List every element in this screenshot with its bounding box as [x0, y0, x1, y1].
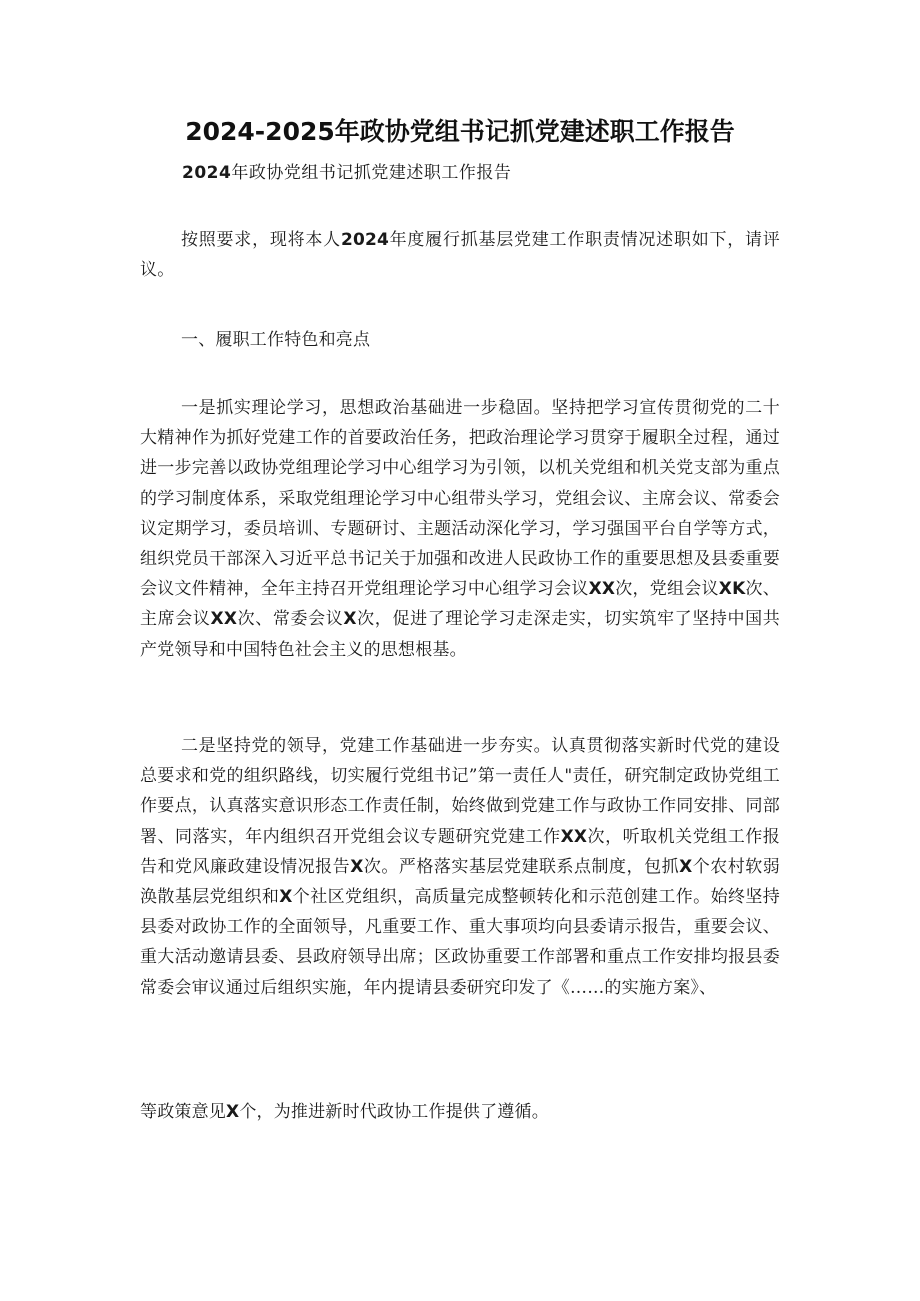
paragraph-point-one: 一是抓实理论学习，思想政治基础进一步稳固。坚持把学习宣传贯彻党的二十大精神作为抓好党建工作的首要政治任务，把政治理论学习贯穿于履职全过程，通过进一步完善以政协党组理论学习中心组学习为引领，以机关党组和机关党支部为重点的学习制度体系，采取党组理论学习中心组带头学习，党组会议、主席会议、常委会议定期学习，委员培训、专题研讨、主题活动深化学习，学习强国平台自学等方式，组织党员干部深入习近平总书记关于加强和改进人民政协工作的重要思想及县委重要会议文件精神，全年主持召开党组理论学习中心组学习会议XX次，党组会议XK次、主席会议XX次、常委会议X次，促进了理论学习走深走实，切实筑牢了坚持中国共产党领导和中国特色社会主义的思想根基。 — [140, 398, 780, 660]
document-title: 2024-2025年政协党组书记抓党建述职工作报告 — [185, 117, 735, 146]
paragraph-tail: 等政策意见X个，为推进新时代政协工作提供了遵循。 — [140, 1102, 549, 1122]
document-subtitle: 2024年政协党组书记抓党建述职工作报告 — [182, 163, 512, 183]
intro-paragraph: 按照要求，现将本人2024年度履行抓基层党建工作职责情况述职如下，请评议。 — [140, 230, 780, 281]
section-heading: 一、履职工作特色和亮点 — [181, 330, 371, 350]
paragraph-point-two: 二是坚持党的领导，党建工作基础进一步夯实。认真贯彻落实新时代党的建设总要求和党的组织路线，切实履行党组书记”第一责任人"责任，研究制定政协党组工作要点，认真落实意识形态工作责任制，始终做到党建工作与政协工作同安排、同部署、同落实，年内组织召开党组会议专题研究党建工作XX次，听取机关党组工作报告和党风廉政建设情况报告X次。严格落实基层党建联系点制度，包抓X个农村软弱涣散基层党组织和X个社区党组织，高质量完成整顿转化和示范创建工作。始终坚持县委对政协工作的全面领导，凡重要工作、重大事项均向县委请示报告，重要会议、重大活动邀请县委、县政府领导出席；区政协重要工作部署和重点工作安排均报县委常委会审议通过后组织实施，年内提请县委研究印发了《……的实施方案》、 — [140, 736, 780, 998]
